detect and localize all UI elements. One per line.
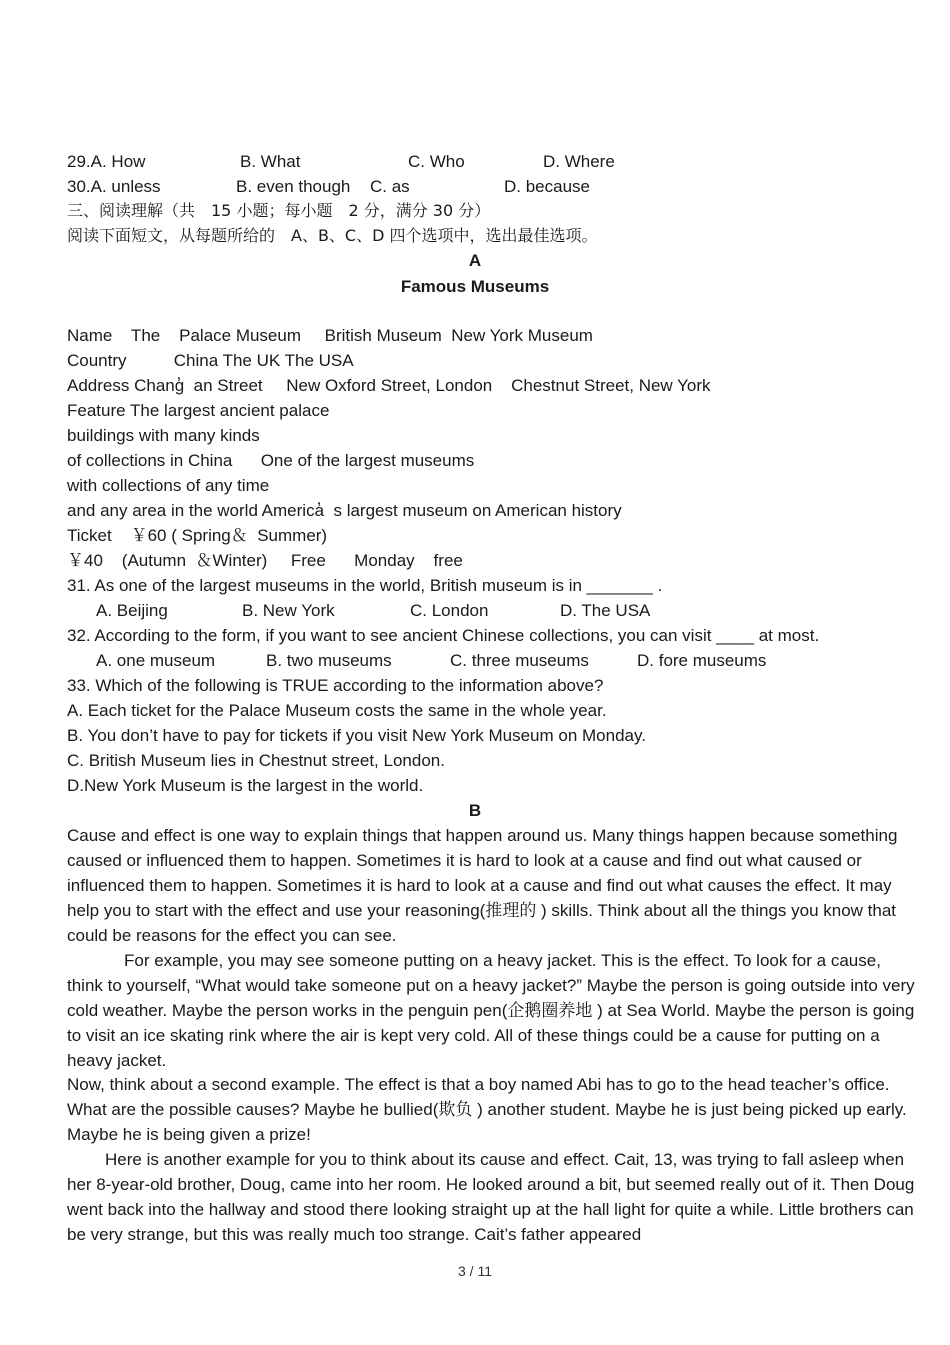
question-32-stem: 32. According to the form, if you want to see ancient Chinese collections, you can visit ____ at most.	[67, 626, 820, 645]
q33-option-a: A. Each ticket for the Palace Museum costs the same in the whole year.	[67, 701, 607, 720]
section-3-title: 三、阅读理解（共 15 小题；每小题 2 分，满分 30 分）	[67, 201, 491, 220]
table-row-address: Address Chang̓ an Street New Oxford Street, London Chestnut Street, New York	[67, 376, 711, 395]
q33-option-d: D.New York Museum is the largest in the world.	[67, 776, 424, 795]
passage-b-letter: B	[468, 801, 482, 820]
q29-option-c: C. Who	[408, 152, 465, 171]
q30-option-b: B. even though	[236, 177, 351, 196]
question-31-stem: 31. As one of the largest museums in the world, British museum is in _______ .	[67, 576, 663, 595]
q31-option-a: A. Beijing	[96, 601, 168, 620]
q30-option-c: C. as	[370, 177, 410, 196]
passage-b-paragraph-3: Now, think about a second example. The effect is that a boy named Abi has to go to the head teacher’s office. What are the possible causes? Maybe he bullied(欺负 ) another student. Maybe he is just being picked up early. Maybe he is being given a prize!	[67, 1075, 907, 1144]
q31-option-d: D. The USA	[560, 601, 651, 620]
q32-option-c: C. three museums	[450, 651, 589, 670]
passage-b-paragraph-1: Cause and effect is one way to explain things that happen around us. Many things happen because something caused or influenced them to happen. Sometimes it is hard to look at a cause and find out what caused or influenced them to happen. Sometimes it is hard to look at a cause and find out what causes the effect. It may help you to start with the effect and use your reasoning(推理的 ) skills. Think about all the things you know that could be reasons for the effect you can see.	[67, 826, 898, 945]
table-row-feature-4: with collections of any time	[67, 476, 270, 495]
section-3-instruction: 阅读下面短文，从每题所给的 A、B、C、D 四个选项中，选出最佳选项。	[67, 226, 598, 245]
q31-option-c: C. London	[410, 601, 489, 620]
question-31-options	[96, 601, 896, 621]
table-row-feature-3: of collections in China One of the largest museums	[67, 451, 475, 470]
table-row-name: Name The Palace Museum British Museum New York Museum	[67, 326, 593, 345]
page-number: 3 / 11	[458, 1263, 492, 1279]
q32-option-d: D. fore museums	[637, 651, 767, 670]
passage-b-paragraph-4: Here is another example for you to think about its cause and effect. Cait, 13, was trying to fall asleep when her 8-year-old brother, Doug, came into her room. He looked around a bit, but seemed really out of it. Then Doug went back into the hallway and stood there looking straight up at the hall light for quite a while. Little brothers can be very strange, but this was really much too strange. Cait’s father appeared	[67, 1150, 915, 1244]
table-row-ticket-2: ￥40 (Autumn ＆Winter) Free Monday free	[67, 551, 463, 570]
q31-option-b: B. New York	[242, 601, 335, 620]
table-row-feature-1: Feature The largest ancient palace	[67, 401, 330, 420]
question-33-stem: 33. Which of the following is TRUE according to the information above?	[67, 676, 604, 695]
q29-option-a: 29.A. How	[67, 152, 146, 171]
passage-a-letter: A	[468, 251, 482, 270]
table-row-ticket-1: Ticket ￥60 ( Spring＆ Summer)	[67, 526, 328, 545]
q33-option-c: C. British Museum lies in Chestnut street, London.	[67, 751, 445, 770]
q33-option-b: B. You don’t have to pay for tickets if you visit New York Museum on Monday.	[67, 726, 646, 745]
question-30-options	[67, 177, 927, 197]
passage-b-paragraph-2: For example, you may see someone putting on a heavy jacket. This is the effect. To look for a cause, think to yourself, “What would take someone put on a heavy jacket?” Maybe the person is going outside into very cold weather. Maybe the person works in the penguin pen(企鹅圈养地 ) at Sea World. Maybe the person is going to visit an ice skating rink where the air is kept very cold. All of these things could be a cause for putting on a heavy jacket.	[67, 951, 915, 1070]
table-row-feature-5: and any area in the world America̓ s largest museum on American history	[67, 501, 622, 520]
table-row-feature-2: buildings with many kinds	[67, 426, 260, 445]
question-32-options	[96, 651, 896, 671]
q29-option-b: B. What	[240, 152, 301, 171]
q32-option-b: B. two museums	[266, 651, 392, 670]
passage-a-title: Famous Museums	[400, 277, 550, 296]
question-29-options	[67, 152, 927, 172]
q30-option-a: 30.A. unless	[67, 177, 161, 196]
table-row-country: Country China The UK The USA	[67, 351, 354, 370]
q32-option-a: A. one museum	[96, 651, 216, 670]
q30-option-d: D. because	[504, 177, 590, 196]
q29-option-d: D. Where	[543, 152, 615, 171]
